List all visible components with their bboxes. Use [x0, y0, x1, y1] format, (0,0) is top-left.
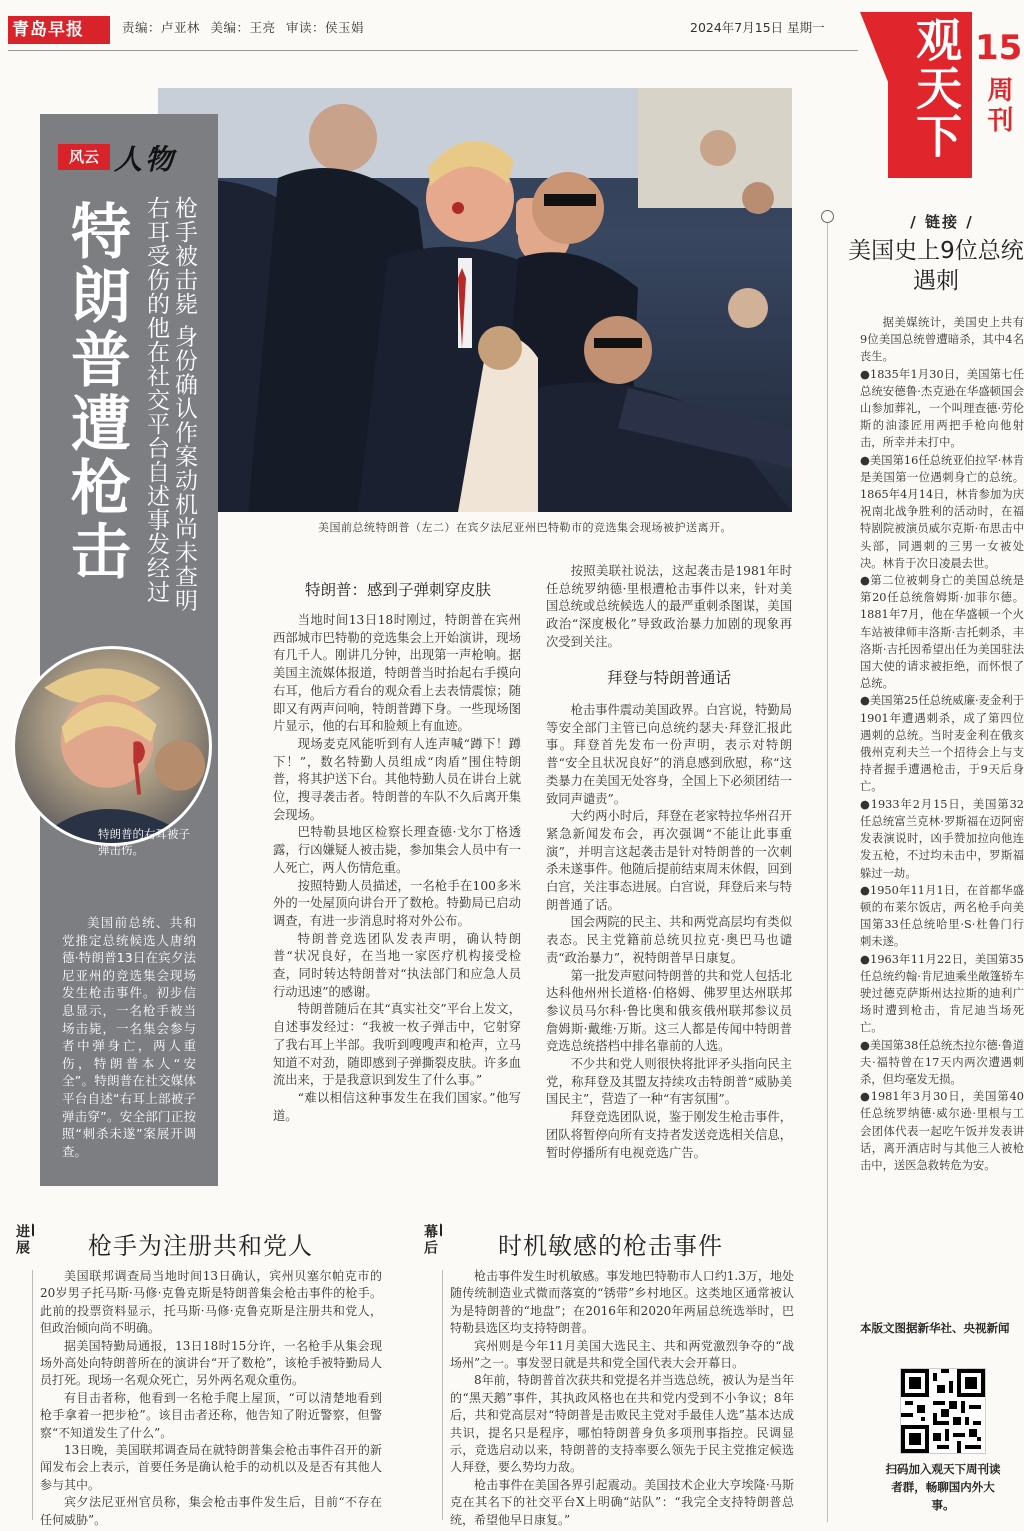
main-headline[interactable]: 特朗普遭枪击 [61, 200, 131, 584]
paragraph: 大约两小时后，拜登在老家特拉华州召开紧急新闻发布会，再次强调“不能让此事重演”，并明言这起袭击是针对特朗普的一次刺杀未遂事件。他随后提前结束周末休假，回到白宫，关注事态进展。白宫说，拜登后来与特朗普通了话。 [546, 809, 792, 912]
column-divider [442, 1270, 443, 1520]
sidebar-divider [827, 212, 828, 1522]
section-heading-biden: 拜登与特朗普通话 [606, 669, 731, 687]
qr-code-icon[interactable] [900, 1368, 986, 1454]
section-heading-trump: 特朗普：感到子弹刺穿皮肤 [304, 581, 491, 599]
source-credit: 本版文图据新华社、央视新闻 [860, 1321, 1010, 1335]
issue-date: 2024年7月15日 星期一 [690, 20, 825, 35]
sub-headline: 枪手被击毙 身份确认作案动机尚未查明 右耳受伤的他在社交平台自述事发经过 [143, 196, 197, 613]
logo-text: 青岛早报 [12, 20, 84, 40]
sidebar-list-item: ●1981年3月30日，美国第40任总统罗纳德·威尔逊·里根与工会团体代表一起吃午饭并发表讲话，离开酒店时与其他三人被枪击中，送医急救转危为安。 [860, 1090, 1024, 1172]
section-name: 观天下 [909, 16, 963, 160]
paragraph: 枪击事件发生时机敏感。事发地巴特勒市人口约1.3万，地处随传统制造业式微而落寞的“锈带”乡村地区。这类地区通常被认为是特朗普的“地盘”；在2016年和2020年两届总统选举时，巴特勒县选区均支持特朗普。 [450, 1269, 794, 1336]
edition-label: 周刊 [983, 76, 1013, 136]
editor-credits [122, 18, 370, 36]
lead-summary [62, 914, 196, 1160]
credit-editor: 责编：卢亚林 [122, 20, 201, 35]
lead-summary-text: 美国前总统、共和党推定总统候选人唐纳德·特朗普13日在宾夕法尼亚州的竞选集会现场发生枪击事件。初步信息显示，一名枪手被当场击毙，一名集会参与者中弹身亡，两人重伤，特朗普本人“安全”。特朗普在社交媒体平台自述“右耳上部被子弹击穿”。安全部门正按照“刺杀未遂”案展开调查。 [62, 915, 196, 1159]
paragraph: 枪击事件震动美国政界。白宫说，特勤局等安全部门主管已向总统约瑟夫·拜登汇报此事。拜登首先发布一份声明，表示对特朗普“安全且状况良好”的消息感到欣慰，称“这类暴力在美国无处容身，全国上下必须团结一致同声谴责”。 [546, 703, 792, 806]
side-label-backstory: 幕后 [420, 1224, 442, 1256]
sidebar-list-item: ●美国第25任总统威廉·麦金利于1901年遭遇刺杀，成了第四位遇刺的总统。当时麦金利在俄亥俄州克利夫兰一个招待会上与支持者握手遭遇枪击，于9天后身亡。 [860, 694, 1024, 794]
sidebar-intro: 据美媒统计，美国史上共有9位美国总统曾遭暗杀，其中4名丧生。 [860, 316, 1024, 364]
sidebar-list-item: ●1963年11月22日，美国第35任总统约翰·肯尼迪乘坐敞篷轿车驶过德克萨斯州达拉斯的迪利广场时遭到枪击，肯尼迪当场死亡。 [860, 952, 1024, 1035]
credit-designer: 美编：王亮 [210, 20, 276, 35]
article-column-progress [40, 1268, 382, 1529]
side-label-progress: 进展 [12, 1224, 34, 1256]
sidebar-list-item: ●美国第16任总统亚伯拉罕·林肯是美国第一位遇刺身亡的总统。1865年4月14日，林肯参加为庆祝南北战争胜利的活动时，在福特剧院被演员威尔克斯·布思击中头部，同遇刺的三男一女被处决。林肯于次日凌晨去世。 [860, 453, 1024, 570]
sidebar-list-item: ●1835年1月30日，美国第七任总统安德鲁·杰克逊在华盛顿国会山参加葬礼，一个叫理查德·劳伦斯的油漆匠用两把手枪向他射击，所幸并未打中。 [860, 367, 1024, 450]
column-tag: 风云 [58, 144, 110, 170]
paragraph: 据美国特勤局通报，13日18时15分许，一名枪手从集会现场外高处向特朗普所在的演讲台“开了数枪”，该枪手被特勤局人员打死。现场一名观众死亡，另外两名观众重伤。 [40, 1338, 382, 1388]
section-heading-progress: 枪手为注册共和党人 [88, 1232, 313, 1260]
sidebar-list-item: ●1950年11月1日，在首都华盛顿的布莱尔饭店，两名枪手向美国第33任总统哈里·S·杜鲁门行刺未遂。 [860, 883, 1024, 949]
article-column-trump [273, 612, 521, 1125]
lead-photo-caption: 美国前总统特朗普（左二）在宾夕法尼亚州巴特勒市的竞选集会现场被护送离开。 [318, 521, 732, 534]
column-divider [32, 1270, 33, 1520]
lead-photo[interactable] [158, 88, 792, 512]
sidebar-list-item: ●1933年2月15日，美国第32任总统富兰克林·罗斯福在迈阿密发表演说时，凶手赞加拉向他连发五枪，不过均未击中，罗斯福躲过一劫。 [860, 797, 1024, 880]
sidebar-title[interactable]: 美国史上9位总统遇刺 [848, 238, 1024, 294]
article-intro-biden [546, 563, 792, 652]
paragraph: 按照美联社说法，这起袭击是1981年时任总统罗纳德·里根遭枪击事件以来，针对美国总统或总统候选人的最严重刺杀图谋，美国政治“深度极化”导致政治暴力加剧的现象再次受到关注。 [546, 564, 792, 649]
credit-proofreader: 审读：侯玉娟 [286, 20, 365, 35]
paragraph: 枪击事件在美国各界引起震动。美国技术企业大亨埃隆·马斯克在其名下的社交平台X上明确“站队”：“我完全支持特朗普总统，希望他早日康复。” [450, 1477, 794, 1527]
paragraph: 特朗普随后在其“真实社交”平台上发文，自述事发经过：“我被一枚子弹击中，它射穿了我右耳上半部。我听到嗖嗖声和枪声，立马知道不对劲，随即感到子弹撕裂皮肤。许多血流出来，于是我意识到发生了什么事。” [273, 1002, 521, 1088]
lead-photo-illustration [158, 88, 792, 512]
paragraph: 当地时间13日18时刚过，特朗普在宾州西部城市巴特勒的竞选集会上开始演讲，现场有几千人。刚讲几分钟，出现第一声枪响。据美国主流媒体报道，特朗普当时抬起右手摸向右耳，他后方看台的观众看上去表情震惊；随即又有两声问响，特朗普蹲下身。一些现场图片显示，他的右耳和脸颊上有血迹。 [273, 613, 521, 734]
paragraph: 美国联邦调查局当地时间13日确认，宾州贝塞尔帕克市的20岁男子托马斯·马修·克鲁克斯是特朗普集会枪击事件的枪手。此前的投票资料显示，托马斯·马修·克鲁克斯是注册共和党人，但政治倾向尚不明确。 [40, 1269, 382, 1336]
paragraph: 第一批发声慰问特朗普的共和党人包括北达科他州州长道格·伯格姆、佛罗里达州联邦参议员马尔科·鲁比奥和俄亥俄州联邦参议员詹姆斯·戴维·万斯。这三人都是传闻中特朗普竞选总统搭档中排名靠前的人选。 [546, 968, 792, 1054]
paragraph: 不少共和党人则很快将批评矛头指向民主党，称拜登及其盟友持续攻击特朗普“威胁美国民主”，营造了一种“有害氛围”。 [546, 1057, 792, 1107]
column-badge [58, 138, 208, 178]
qr-code-pattern [901, 1369, 985, 1453]
newspaper-logo[interactable] [8, 16, 110, 44]
article-column-biden [546, 702, 792, 1162]
paragraph: 8年前，特朗普首次获共和党提名并当选总统，被认为是当年的“黑天鹅”事件，其执政风格也在共和党内受到不小争议；8年后，共和党高层对“特朗普是击败民主党对手最佳人选”基本达成共识，提名只是程序，哪怕特朗普身负多项刑事指控。民调显示，竞选启动以来，特朗普的支持率要么领先于民主党推定候选人拜登，要么势均力敌。 [450, 1373, 794, 1475]
paragraph: 有目击者称，他看到一名枪手爬上屋顶，“可以清楚地看到枪手拿着一把步枪”。该目击者还称，他告知了附近警察，但警察“不知道发生了什么”。 [40, 1390, 382, 1440]
paragraph: “难以相信这种事发生在我们国家。”他写道。 [273, 1090, 521, 1123]
section-flag [860, 8, 1023, 178]
section-heading-backstory: 时机敏感的枪击事件 [498, 1232, 723, 1260]
masthead [0, 0, 860, 58]
paragraph: 拜登竞选团队说，鉴于刚发生枪击事件，团队将暂停向所有支持者发送竞选相关信息，暂时停播所有电视竞选广告。 [546, 1110, 792, 1160]
paragraph: 按照特勤人员描述，一名枪手在100多米外的一处屋顶向讲台开了数枪。特勤局已启动调查，有进一步消息时将对外公布。 [273, 878, 521, 928]
paragraph: 宾州则是今年11月美国大选民主、共和两党激烈争夺的“战场州”之一。事发翌日就是共和党全国代表大会开幕日。 [450, 1338, 794, 1371]
sidebar-list-item: ●美国第38任总统杰拉尔德·鲁道夫·福特曾在17天内两次遭遇刺杀，但均毫发无损。 [860, 1038, 1024, 1086]
column-name: 人物 [114, 143, 177, 176]
paragraph: 特朗普竞选团队发表声明，确认特朗普“状况良好，在当地一家医疗机构接受检查，同时转达特朗普对“执法部门和应急人员行动迅速”的感谢。 [273, 931, 521, 999]
inset-photo[interactable] [12, 646, 212, 846]
masthead-rule [8, 50, 858, 51]
paragraph: 宾夕法尼亚州官员称，集会枪击事件发生后，目前“不存在任何威胁”。 [40, 1495, 382, 1527]
article-column-backstory [450, 1268, 794, 1529]
sidebar-marker-icon [821, 210, 834, 223]
sidebar-article [860, 314, 1024, 1174]
qr-code-caption: 扫码加入观天下周刊读者群，畅聊国内外大事。 [885, 1462, 1001, 1512]
inset-photo-illustration [15, 649, 209, 843]
sidebar-tag: / 链接 / [910, 213, 974, 231]
inset-photo-caption: 特朗普的右耳被子弹击伤。 [98, 827, 190, 857]
page-number: 15 [975, 28, 1023, 68]
paragraph: 国会两院的民主、共和两党高层均有类似表态。民主党籍前总统贝拉克·奥巴马也谴责“政治暴力”，祝特朗普早日康复。 [546, 915, 792, 965]
paragraph: 巴特勒县地区检察长理查德·戈尔丁格透露，行凶嫌疑人被击毙，参加集会人员中有一人死亡，两人伤情危重。 [273, 825, 521, 875]
sidebar-list-item: ●第二位被刺身亡的美国总统是第20任总统詹姆斯·加菲尔德。1881年7月，他在华盛顿一个火车站被律师丰洛斯·吉托刺杀，丰洛斯·吉托因希望出任为美国驻法国大使的请求被拒绝，而怀恨了总统。 [860, 574, 1024, 691]
paragraph: 13日晚，美国联邦调查局在就特朗普集会枪击事件召开的新闻发布会上表示，首要任务是确认枪手的动机以及是否有其他人参与其中。 [40, 1443, 382, 1492]
paragraph: 现场麦克风能听到有人连声喊“蹲下！蹲下！”，数名特勤人员组成“肉盾”围住特朗普，将其护送下台。其他特勤人员在讲台上就位，搜寻袭击者。特朗普的车队不久后离开集会现场。 [273, 736, 521, 822]
